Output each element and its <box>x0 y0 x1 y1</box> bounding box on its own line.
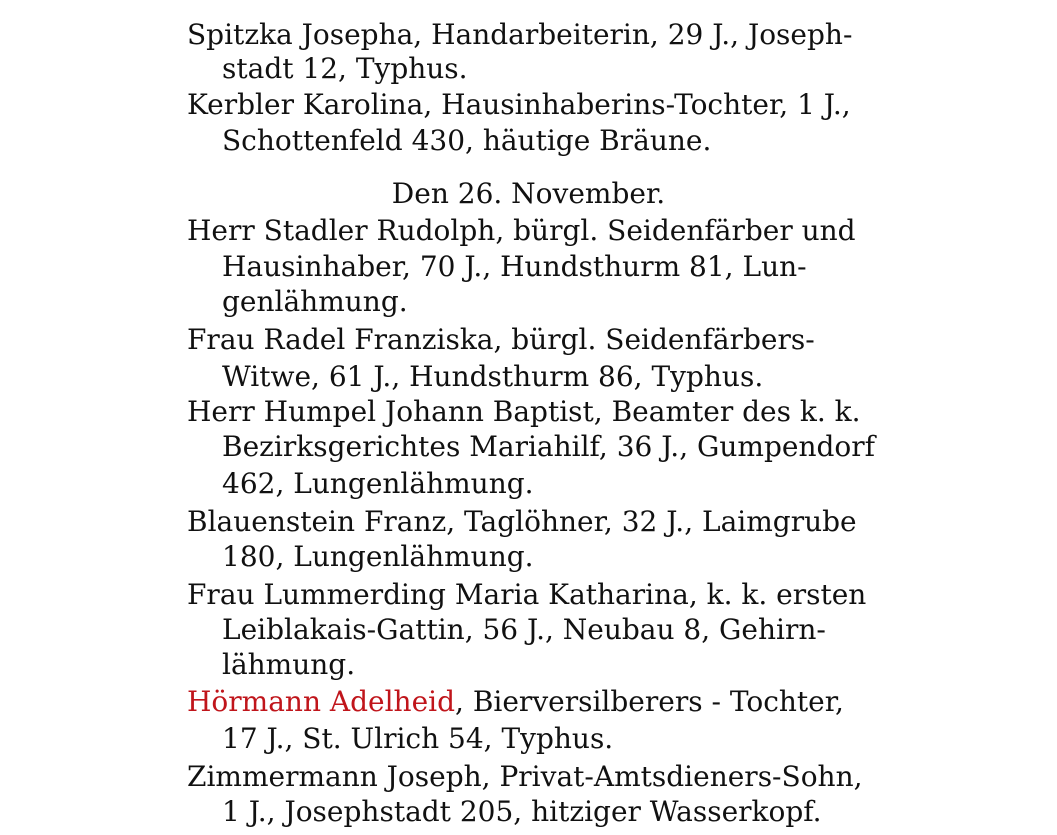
entry-3-line-1: Herr Stadler Rudolph, bürgl. Seidenfärber und <box>187 214 856 247</box>
entry-7-line-3: lähmung. <box>222 648 356 681</box>
entry-6-line-1: Blauenstein Franz, Taglöhner, 32 J., Laimgrube <box>187 505 857 538</box>
entry-7-line-2: Leiblakais-Gattin, 56 J., Neubau 8, Gehirn- <box>222 613 826 646</box>
entry-1-line-1: Spitzka Josepha, Handarbeiterin, 29 J., Joseph- <box>187 18 853 51</box>
entry-9-line-2: 1 J., Josephstadt 205, hitziger Wasserkopf. <box>222 795 822 828</box>
entry-2-line-2: Schottenfeld 430, häutige Bräune. <box>222 124 712 157</box>
entry-5-line-3: 462, Lungenlähmung. <box>222 467 534 500</box>
entry-5-line-1: Herr Humpel Johann Baptist, Beamter des k. k. <box>187 395 861 428</box>
date-heading: Den 26. November. <box>391 177 666 210</box>
highlight-entry-line-2: 17 J., St. Ulrich 54, Typhus. <box>222 722 614 755</box>
entry-5-line-2: Bezirksgerichtes Mariahilf, 36 J., Gumpendorf <box>222 430 876 463</box>
highlighted-name: Hörmann Adelheid <box>187 685 456 718</box>
entry-6-line-2: 180, Lungenlähmung. <box>222 540 534 573</box>
entry-3-line-2: Hausinhaber, 70 J., Hundsthurm 81, Lun- <box>222 250 807 283</box>
entry-9-line-1: Zimmermann Joseph, Privat-Amtsdieners-Sohn, <box>187 760 863 793</box>
entry-3-line-3: genlähmung. <box>222 285 408 318</box>
entry-2-line-1: Kerbler Karolina, Hausinhaberins-Tochter, 1 J., <box>187 88 851 121</box>
entry-1-line-2: stadt 12, Typhus. <box>222 52 468 85</box>
highlight-entry-line-1 <box>187 685 844 719</box>
entry-4-line-2: Witwe, 61 J., Hundsthurm 86, Typhus. <box>222 360 764 393</box>
entry-7-line-1: Frau Lummerding Maria Katharina, k. k. ersten <box>187 578 867 611</box>
highlight-entry-rest: , Bierversilberers - Tochter, <box>455 685 844 718</box>
entry-4-line-1: Frau Radel Franziska, bürgl. Seidenfärbers- <box>187 323 815 356</box>
